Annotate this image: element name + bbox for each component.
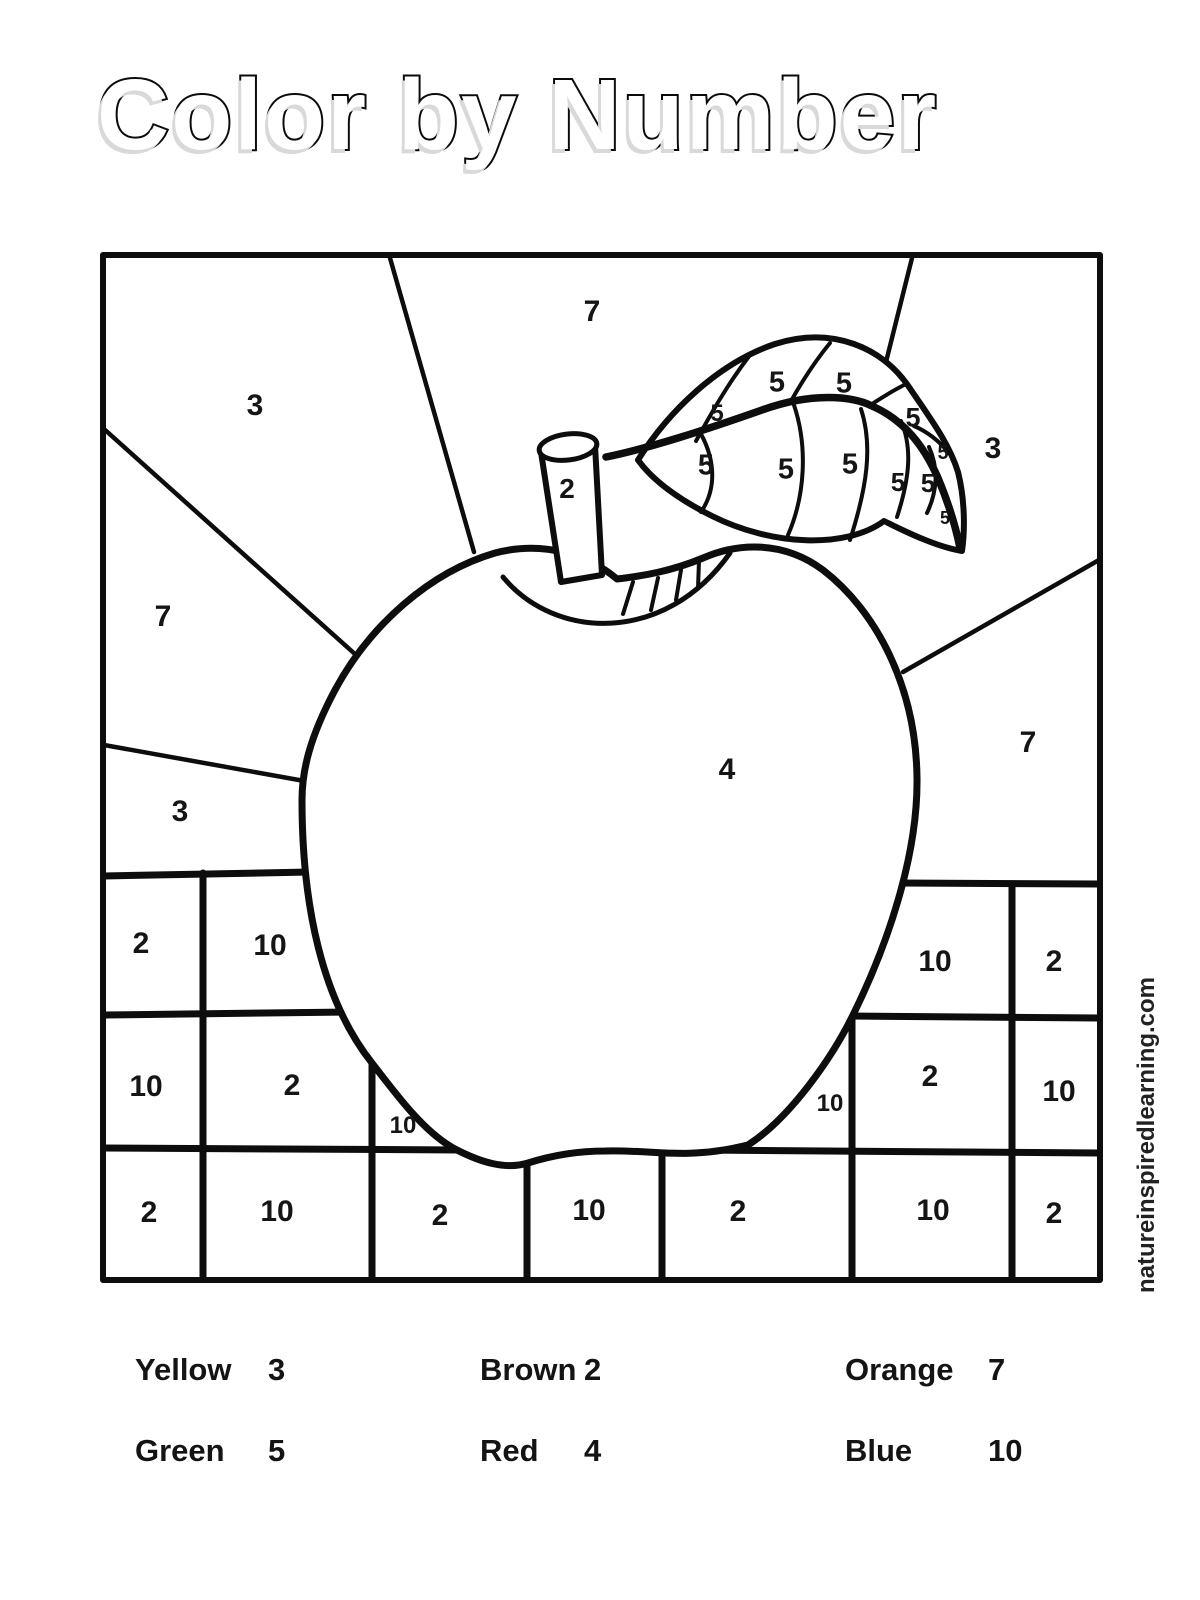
region-number-label: 5 xyxy=(905,402,921,433)
key-color-name: Orange xyxy=(845,1352,954,1387)
region-number-label: 7 xyxy=(583,295,601,328)
region-number-label: 10 xyxy=(916,1194,950,1227)
key-color-number: 2 xyxy=(584,1352,602,1387)
key-item-blue xyxy=(845,1433,1022,1469)
key-color-number: 5 xyxy=(268,1433,286,1468)
brick-line xyxy=(898,883,1099,884)
region-number-label: 2 xyxy=(921,1060,939,1093)
key-color-name: Yellow xyxy=(135,1352,232,1387)
region-number-label: 5 xyxy=(697,449,715,482)
watermark: natureinspiredlearning.com xyxy=(1133,976,1160,1294)
page-title: Color by Number xyxy=(97,59,939,171)
region-number-label: 5 xyxy=(835,367,853,400)
region-number-label: 5 xyxy=(710,400,724,427)
region-number-label: 5 xyxy=(937,442,949,464)
region-number-label: 2 xyxy=(283,1069,301,1102)
region-number-label: 3 xyxy=(984,432,1002,465)
region-number-label: 2 xyxy=(132,927,150,960)
key-color-name: Blue xyxy=(845,1433,913,1468)
region-number-label: 10 xyxy=(918,945,952,978)
key-color-name: Red xyxy=(480,1433,539,1468)
region-number-label: 5 xyxy=(841,448,859,481)
region-number-label: 2 xyxy=(729,1195,747,1228)
region-number-label: 4 xyxy=(718,753,736,786)
region-number-label: 5 xyxy=(890,467,906,497)
ray-line xyxy=(903,560,1099,672)
region-number-label: 3 xyxy=(171,795,189,828)
region-number-label: 10 xyxy=(389,1112,417,1139)
apple-outline xyxy=(302,547,917,1166)
region-number-label: 2 xyxy=(1045,945,1063,978)
brick-line xyxy=(104,1148,460,1150)
region-number-label: 2 xyxy=(431,1199,449,1232)
key-item-red xyxy=(480,1433,601,1469)
key-item-green xyxy=(135,1433,285,1469)
brick-line xyxy=(848,1016,1099,1018)
brick-line xyxy=(695,1150,1099,1153)
region-number-label: 5 xyxy=(939,508,951,528)
ray-line xyxy=(104,745,310,782)
key-color-name: Brown xyxy=(480,1352,577,1387)
key-item-orange xyxy=(845,1352,1005,1388)
brick-line xyxy=(104,872,310,876)
region-number-label: 3 xyxy=(246,389,264,422)
region-number-label: 5 xyxy=(920,468,936,498)
region-number-label: 10 xyxy=(816,1090,844,1117)
region-number-label: 5 xyxy=(768,366,786,399)
key-item-yellow xyxy=(135,1352,285,1388)
key-item-brown xyxy=(480,1352,601,1388)
ray-line xyxy=(104,429,356,655)
region-number-label: 7 xyxy=(1019,726,1037,759)
ray-line xyxy=(390,258,474,552)
key-color-number: 10 xyxy=(988,1433,1023,1468)
region-number-label: 10 xyxy=(129,1070,163,1103)
region-number-label: 2 xyxy=(559,473,575,504)
key-color-name: Green xyxy=(135,1433,225,1468)
region-number-label: 10 xyxy=(1042,1075,1076,1108)
region-number-label: 2 xyxy=(1045,1197,1063,1230)
key-color-number: 3 xyxy=(268,1352,286,1387)
brick-line xyxy=(104,1012,350,1015)
region-number-label: 5 xyxy=(777,453,795,486)
region-number-label: 10 xyxy=(260,1195,294,1228)
region-number-label: 10 xyxy=(572,1194,606,1227)
region-number-label: 7 xyxy=(154,600,172,633)
key-color-number: 7 xyxy=(988,1352,1006,1387)
region-number-label: 10 xyxy=(253,929,287,962)
key-color-number: 4 xyxy=(584,1433,602,1468)
region-number-label: 2 xyxy=(140,1196,158,1229)
